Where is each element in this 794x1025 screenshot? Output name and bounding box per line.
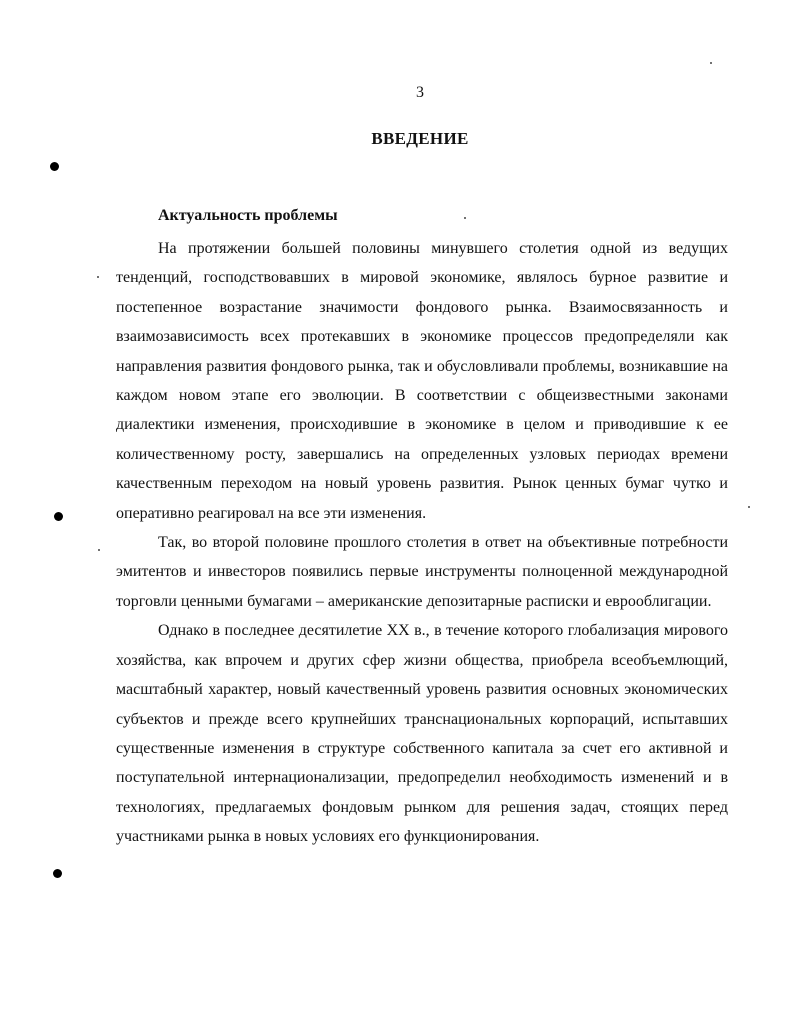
scan-artifact-speck	[464, 217, 466, 219]
scan-artifact-dot	[50, 162, 59, 171]
scan-artifact-dot	[54, 512, 63, 521]
paragraph: Однако в последнее десятилетие XX в., в течение которого глобализация мирового хозяйства, как впрочем и других сфер жизни общества, приобрела всеобъемлющий, масштабный характер, новый качественный уровень развития основных экономических субъектов и прежде всего крупнейших транснациональных корпораций, испытавших существенные изменения в структуре собственного капитала за счет его активной и поступательной интернационализации, предопределил необходимость изменений и в технологиях, предлагаемых фондовым рынком для решения задач, стоящих перед участниками рынка в новых условиях его функционирования.	[116, 622, 728, 846]
scan-artifact-speck	[97, 276, 99, 278]
paragraph: Так, во второй половине прошлого столетия в ответ на объективные потребности эмитентов и инвесторов появились первые инструменты полноценной международной торговли ценными бумагами – американские депозитарные расписки и еврооблигации.	[116, 534, 728, 610]
scan-artifact-speck	[710, 62, 712, 64]
page-number: 3	[416, 84, 424, 101]
section-heading: Актуальность проблемы	[158, 207, 338, 224]
page-title: ВВЕДЕНИЕ	[371, 129, 469, 148]
scan-artifact-dot	[53, 869, 62, 878]
scan-artifact-speck	[748, 506, 750, 508]
scan-artifact-speck	[98, 549, 100, 551]
paragraph: На протяжении большей половины минувшего столетия одной из ведущих тенденций, господствовавших в мировой экономике, являлось бурное развитие и постепенное возрастание значимости фондового рынка. Взаимосвязанность и взаимозависимость всех протекавших в экономике процессов предопределяли как направления развития фондового рынка, так и обусловливали проблемы, возникавшие на каждом новом этапе его эволюции. В соответствии с общеизвестными законами диалектики изменения, происходившие в экономике в целом и приводившие к ее количественному росту, завершались на определенных узловых периодах времени качественным переходом на новый уровень развития. Рынок ценных бумаг чутко и оперативно реагировал на все эти изменения.	[116, 240, 728, 522]
body-text	[116, 234, 728, 852]
